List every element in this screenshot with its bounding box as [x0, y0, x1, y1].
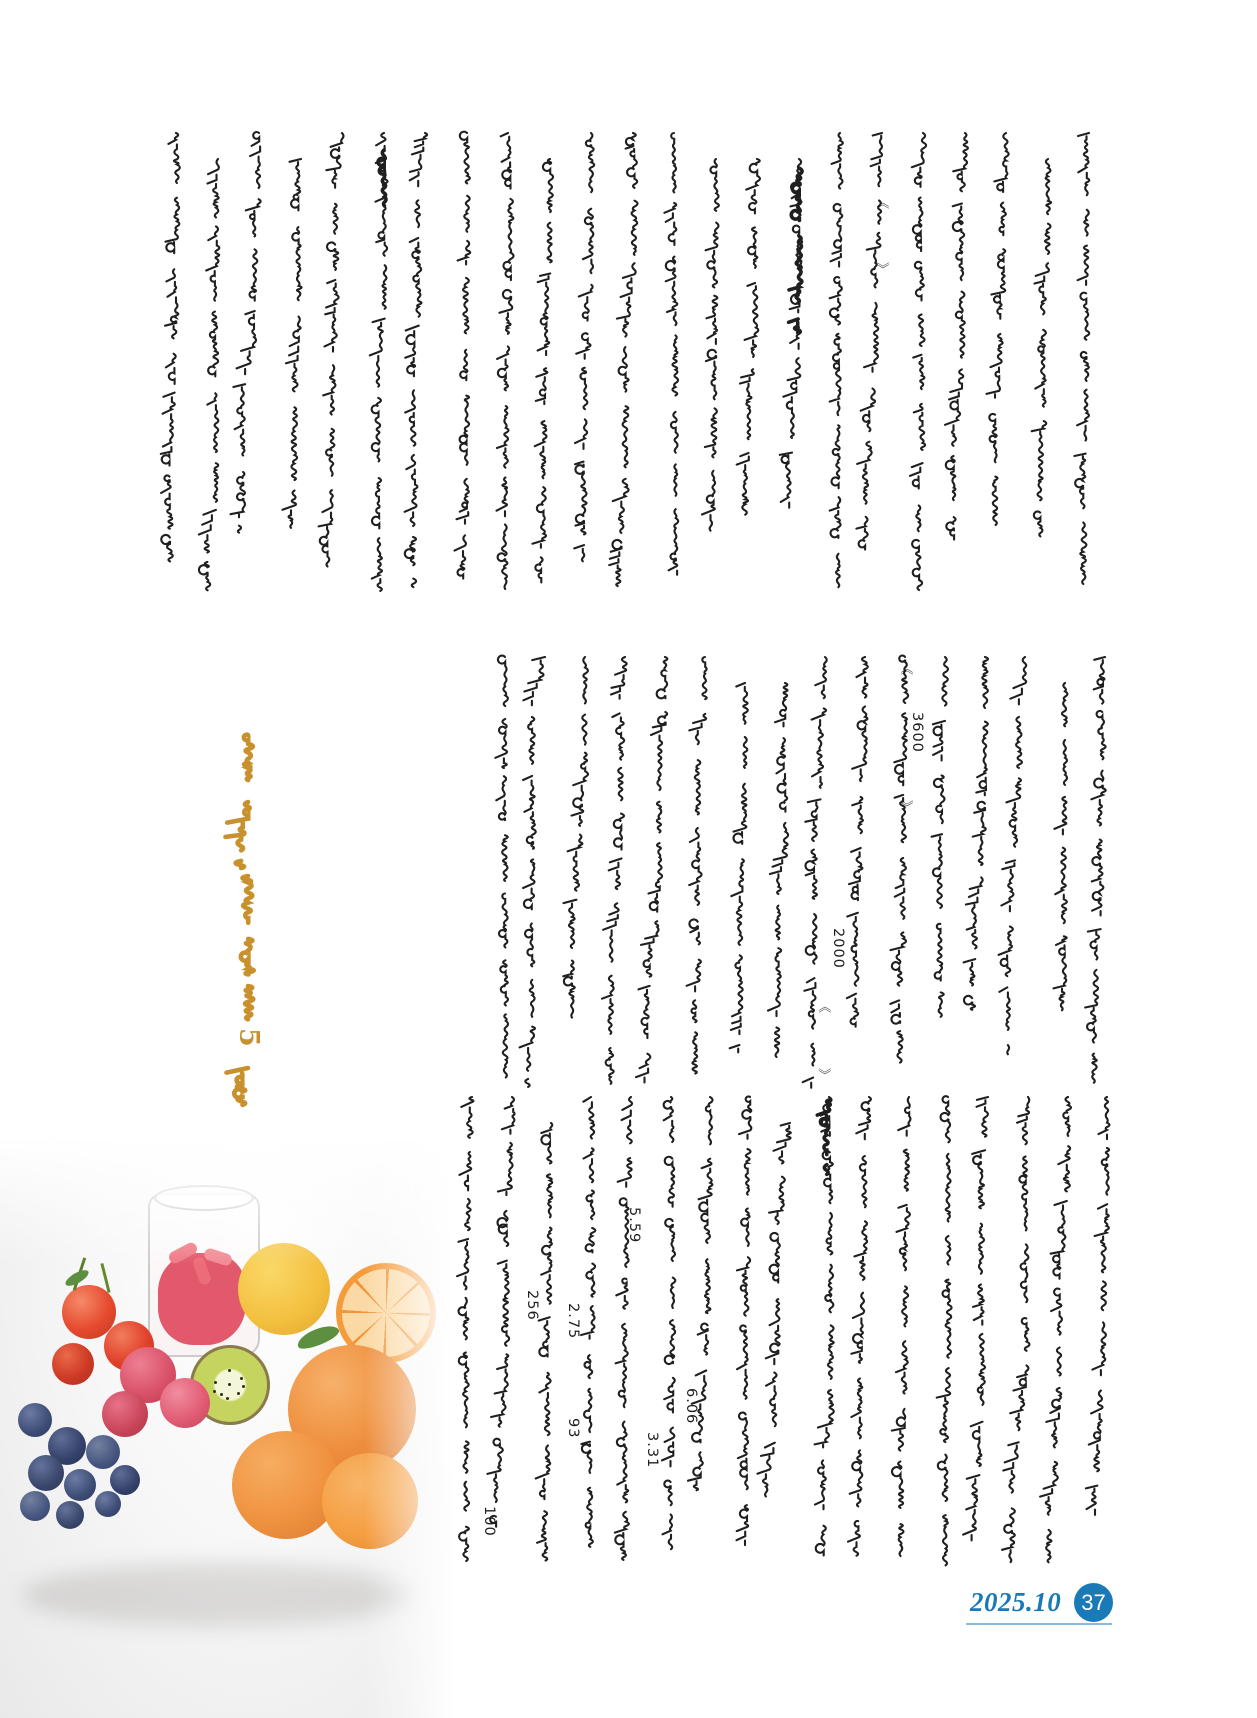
text-column	[931, 1097, 965, 1555]
inline-number: 6.06	[683, 1388, 699, 1425]
quote-mark: 《	[898, 662, 913, 676]
text-column	[455, 1097, 489, 1555]
tomato	[52, 1343, 94, 1385]
text-column	[688, 657, 722, 1069]
blueberry	[64, 1469, 96, 1501]
title-script-word	[231, 986, 265, 1016]
raspberry	[102, 1391, 148, 1437]
text-column	[1051, 1097, 1085, 1555]
photo-shadow	[22, 1563, 414, 1627]
text-column	[284, 159, 318, 524]
page-number-badge: 37	[1074, 1583, 1113, 1622]
bold-text-segment	[367, 150, 401, 220]
inline-number: 100	[481, 1506, 497, 1537]
article-photo	[0, 1135, 455, 1718]
bold-text-segment	[812, 1100, 846, 1170]
text-column	[1072, 133, 1106, 585]
inline-number: 2.75	[565, 1303, 581, 1340]
text-column	[768, 683, 802, 1065]
text-column	[488, 657, 522, 1080]
text-column	[1011, 1097, 1045, 1555]
title-script-word	[231, 735, 265, 790]
inline-number: 93	[565, 1418, 581, 1439]
footer-rule	[966, 1623, 1112, 1625]
text-column	[1088, 657, 1122, 1080]
text-column	[654, 1097, 688, 1555]
blueberry	[18, 1403, 52, 1437]
text-column	[906, 133, 940, 585]
text-column	[733, 1097, 767, 1555]
text-column	[242, 133, 276, 529]
inline-number: 3600	[909, 712, 925, 753]
text-column	[728, 683, 762, 1046]
photo-fade	[365, 1135, 455, 1718]
inline-number: 3.31	[644, 1432, 660, 1469]
text-column	[968, 657, 1002, 1007]
text-column	[568, 657, 602, 1009]
quote-mark: 》	[874, 262, 889, 276]
title-script-word	[231, 802, 265, 864]
text-column	[408, 133, 442, 585]
blueberry	[56, 1501, 84, 1529]
text-column	[740, 159, 774, 518]
quote-mark: 《	[874, 196, 889, 210]
quote-mark: 》	[816, 1068, 831, 1082]
text-column	[159, 133, 193, 558]
text-column	[1048, 683, 1082, 1009]
page-footer	[966, 1583, 1136, 1629]
text-column	[491, 133, 525, 585]
text-column	[657, 133, 691, 585]
text-column	[1090, 1097, 1124, 1507]
text-column	[533, 159, 567, 575]
title-script-word	[231, 1068, 265, 1104]
text-column	[699, 159, 733, 525]
blueberry	[110, 1465, 140, 1495]
inline-number: 5.59	[626, 1207, 642, 1244]
title-script-word	[231, 876, 265, 974]
text-column	[325, 133, 359, 557]
text-column	[616, 133, 650, 585]
blueberry	[28, 1455, 64, 1491]
bold-text-segment	[782, 168, 816, 328]
text-column	[892, 1097, 926, 1555]
kiwi-seeds	[228, 1383, 231, 1386]
text-column	[989, 133, 1023, 526]
text-column	[1031, 159, 1065, 531]
text-column	[773, 1123, 807, 1493]
text-column	[1008, 657, 1042, 1046]
text-column	[450, 133, 484, 575]
text-column	[574, 133, 608, 557]
blueberry	[86, 1435, 120, 1469]
text-column	[201, 159, 235, 585]
text-column	[852, 1097, 886, 1555]
text-column	[608, 657, 642, 1080]
text-column	[648, 657, 682, 1080]
text-column	[848, 657, 882, 1025]
text-column	[948, 133, 982, 537]
text-column	[971, 1097, 1005, 1555]
inline-number: 256	[524, 1290, 540, 1321]
title-digit: 5	[233, 1028, 264, 1047]
blueberry	[20, 1491, 50, 1521]
raspberry	[160, 1378, 210, 1428]
text-column	[808, 657, 842, 1080]
issue-date: 2025.10	[970, 1587, 1062, 1617]
text-column	[528, 657, 562, 1080]
text-column	[693, 1097, 727, 1488]
inline-number: 2000	[830, 928, 846, 969]
quote-mark: 》	[898, 800, 913, 814]
quote-mark: 《	[816, 1000, 831, 1014]
blueberry	[95, 1491, 121, 1517]
text-column	[823, 133, 857, 585]
text-column	[614, 1097, 648, 1555]
text-column	[928, 657, 962, 1015]
